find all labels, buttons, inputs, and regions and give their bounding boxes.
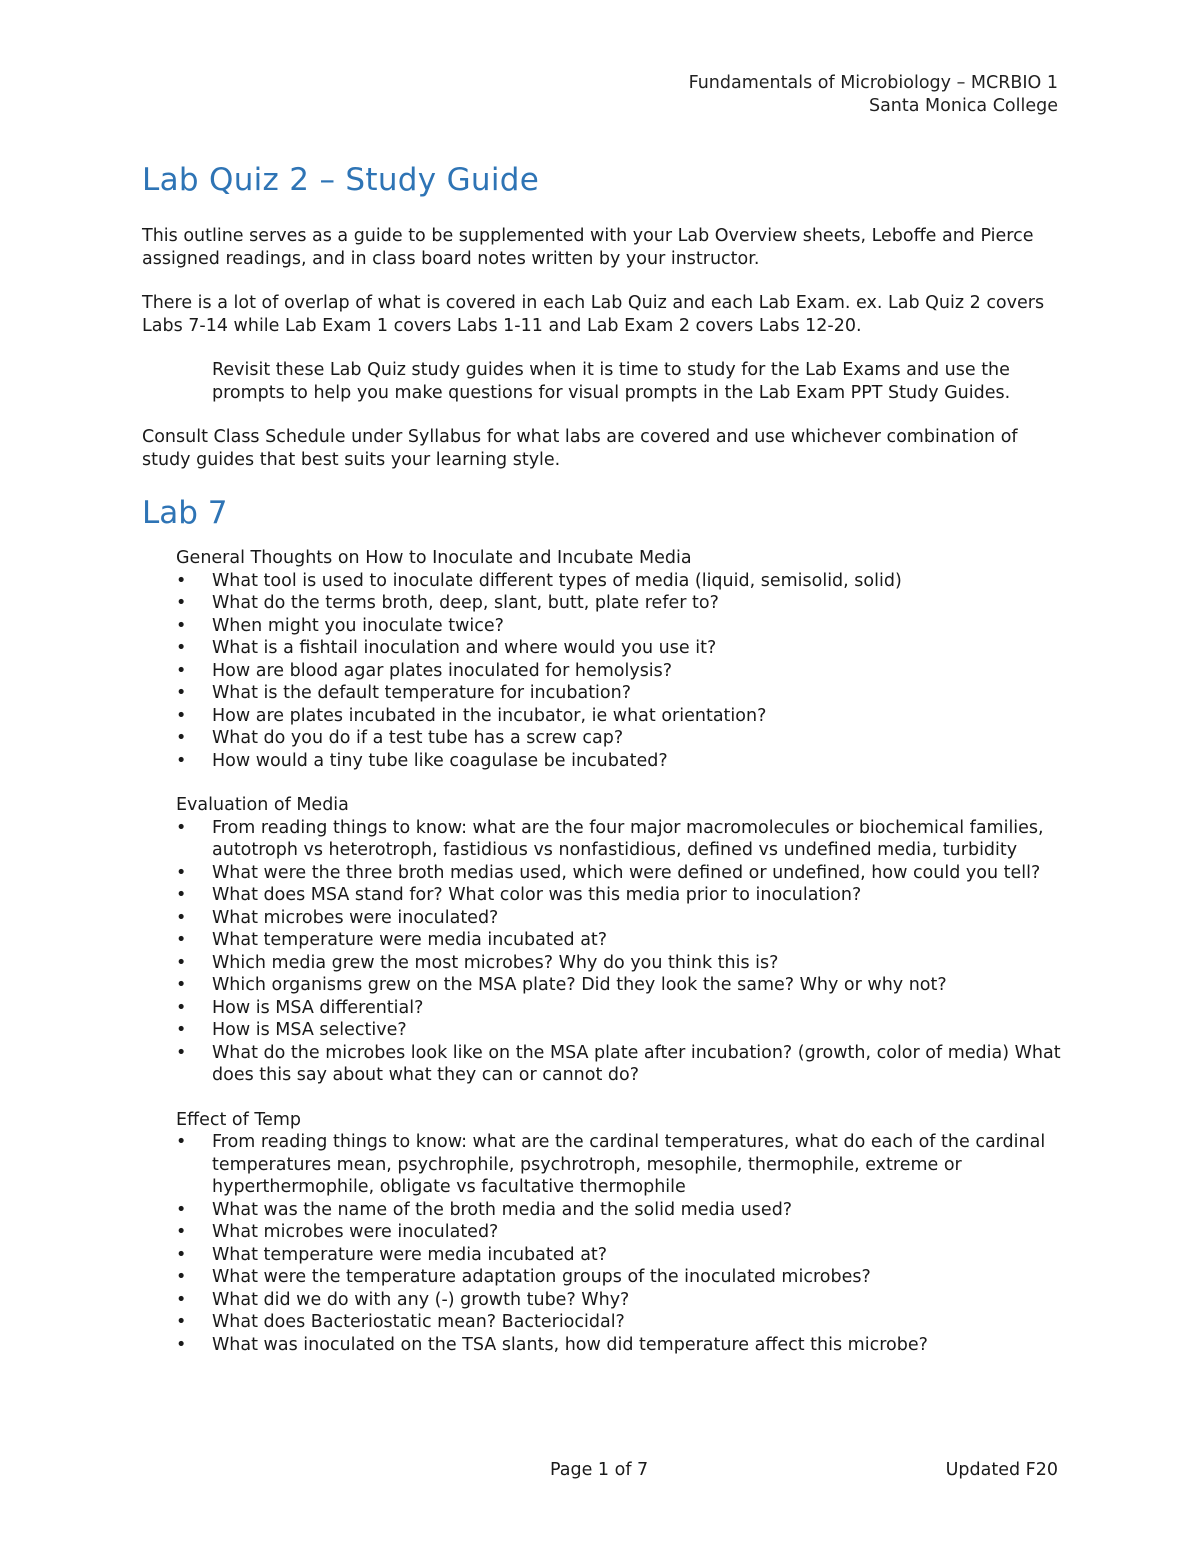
updated-label: Updated F20 [945,1460,1058,1480]
question-text: When might you inoculate twice? [212,615,504,636]
question-item [176,1019,1062,1042]
question-list [176,570,1062,773]
study-section [176,1109,1062,1357]
bullet-icon: • [176,570,187,591]
question-text: What temperature were media incubated at? [212,1244,608,1265]
bullet-icon: • [176,1267,187,1287]
bullet-icon: • [176,817,187,838]
question-text: What microbes were inoculated? [212,907,499,928]
question-text: What were the temperature adaptation groups of the inoculated microbes? [212,1267,871,1287]
question-text: How are plates incubated in the incubator, ie what orientation? [212,705,767,726]
question-text: What is the default temperature for incubation? [212,683,632,703]
question-text: What do the terms broth, deep, slant, butt, plate refer to? [212,593,719,613]
intro-paragraph-2: There is a lot of overlap of what is covered in each Lab Quiz and each Lab Exam. ex. Lab Quiz 2 covers Labs 7-14 while Lab Exam 1 covers Labs 1-11 and Lab Exam 2 covers Labs 12-20. [142,293,1045,336]
study-section [176,547,1062,772]
bullet-icon: • [176,975,187,995]
question-text: What does Bacteriostatic mean? Bacteriocidal? [212,1312,625,1332]
question-item [176,682,1062,705]
question-text: What do you do if a test tube has a screw cap? [212,728,624,748]
question-item [176,952,1062,975]
document-body [142,225,1062,1378]
question-item [176,907,1062,930]
question-item [176,884,1062,907]
section-title: General Thoughts on How to Inoculate and Incubate Media [176,548,692,568]
intro-paragraph-4: Consult Class Schedule under Syllabus for what labs are covered and use whichever combination of study guides that best suits your learning style. [142,427,1018,470]
bullet-icon: • [176,705,187,726]
bullet-icon: • [176,1132,187,1152]
question-text: What was the name of the broth media and the solid media used? [212,1199,793,1220]
bullet-icon: • [176,1289,187,1310]
course-name: Fundamentals of Microbiology – MCRBIO 1 [688,73,1058,93]
question-text: Which media grew the most microbes? Why do you think this is? [212,952,779,973]
question-text: What is a fishtail inoculation and where would you use it? [212,638,717,658]
question-item [176,1221,1062,1244]
bullet-icon: • [176,997,187,1018]
question-text: What did we do with any (-) growth tube? Why? [212,1289,630,1310]
bullet-icon: • [176,1222,187,1242]
question-item [176,615,1062,638]
question-text: How are blood agar plates inoculated for hemolysis? [212,660,673,681]
question-text: What was inoculated on the TSA slants, how did temperature affect this microbe? [212,1334,928,1355]
question-text: What were the three broth medias used, which were defined or undefined, how could you tell? [212,862,1041,883]
question-item [176,1311,1062,1334]
bullet-icon: • [176,930,187,950]
bullet-icon: • [176,885,187,905]
question-item [176,637,1062,660]
section-title: Effect of Temp [176,1109,301,1130]
page-number: Page 1 of 7 [550,1460,649,1480]
question-item [176,862,1062,885]
bullet-icon: • [176,593,187,613]
page-header [689,72,1058,118]
question-item [176,929,1062,952]
intro-paragraph-3: Revisit these Lab Quiz study guides when it is time to study for the Lab Exams and use the prompts to help you make questions for visual prompts in the Lab Exam PPT Study Guides. [212,360,1011,403]
question-text: What does MSA stand for? What color was this media prior to inoculation? [212,885,862,905]
question-item [176,570,1062,593]
question-item [176,1334,1062,1357]
bullet-icon: • [176,907,187,928]
bullet-icon: • [176,1199,187,1220]
question-item [176,1289,1062,1312]
bullet-icon: • [176,1312,187,1332]
question-text: From reading things to know: what are the four major macromolecules or biochemical families, autotroph vs heterotroph, fastidious vs nonfastidious, defined vs undefined media, turbidity [212,817,1044,860]
section-title: Evaluation of Media [176,795,349,815]
bullet-icon: • [176,750,187,771]
question-item [176,1244,1062,1267]
bullet-icon: • [176,638,187,658]
question-item [176,997,1062,1020]
bullet-icon: • [176,683,187,703]
question-list [176,817,1062,1087]
lab-7-sections [142,547,1062,1356]
bullet-icon: • [176,952,187,973]
bullet-icon: • [176,660,187,681]
question-text: What temperature were media incubated at? [212,930,608,950]
question-text: How would a tiny tube like coagulase be incubated? [212,750,668,771]
bullet-icon: • [176,1042,187,1063]
document-title: Lab Quiz 2 – Study Guide [142,162,540,198]
question-item [176,705,1062,728]
bullet-icon: • [176,615,187,636]
bullet-icon: • [176,1244,187,1265]
bullet-icon: • [176,1020,187,1040]
college-name: Santa Monica College [868,96,1058,116]
question-item [176,1042,1062,1087]
bullet-icon: • [176,862,187,883]
question-item [176,750,1062,773]
question-item [176,974,1062,997]
question-text: What do the microbes look like on the MSA plate after incubation? (growth, color of media) What does this say about what they can or cannot do? [212,1042,1061,1085]
bullet-icon: • [176,728,187,748]
bullet-icon: • [176,1334,187,1355]
question-text: How is MSA selective? [212,1020,407,1040]
study-section [176,794,1062,1087]
intro-paragraph-1: This outline serves as a guide to be supplemented with your Lab Overview sheets, Leboffe and Pierce assigned readings, and in class board notes written by your instructor. [142,226,1034,269]
question-item [176,1266,1062,1289]
lab-7-heading: Lab 7 [142,495,228,531]
question-item [176,817,1062,862]
question-text: How is MSA differential? [212,997,424,1018]
question-item [176,660,1062,683]
question-text: From reading things to know: what are the cardinal temperatures, what do each of the cardinal temperatures mean, psychrophile, psychrotroph, mesophile, thermophile, extreme or hyperthermophile, obligate vs facultative thermophile [212,1132,1046,1197]
question-item [176,592,1062,615]
question-item [176,1131,1062,1199]
question-text: Which organisms grew on the MSA plate? Did they look the same? Why or why not? [212,975,947,995]
question-item [176,1199,1062,1222]
question-text: What microbes were inoculated? [212,1222,499,1242]
question-text: What tool is used to inoculate different types of media (liquid, semisolid, solid) [212,570,902,591]
question-item [176,727,1062,750]
question-list [176,1131,1062,1356]
